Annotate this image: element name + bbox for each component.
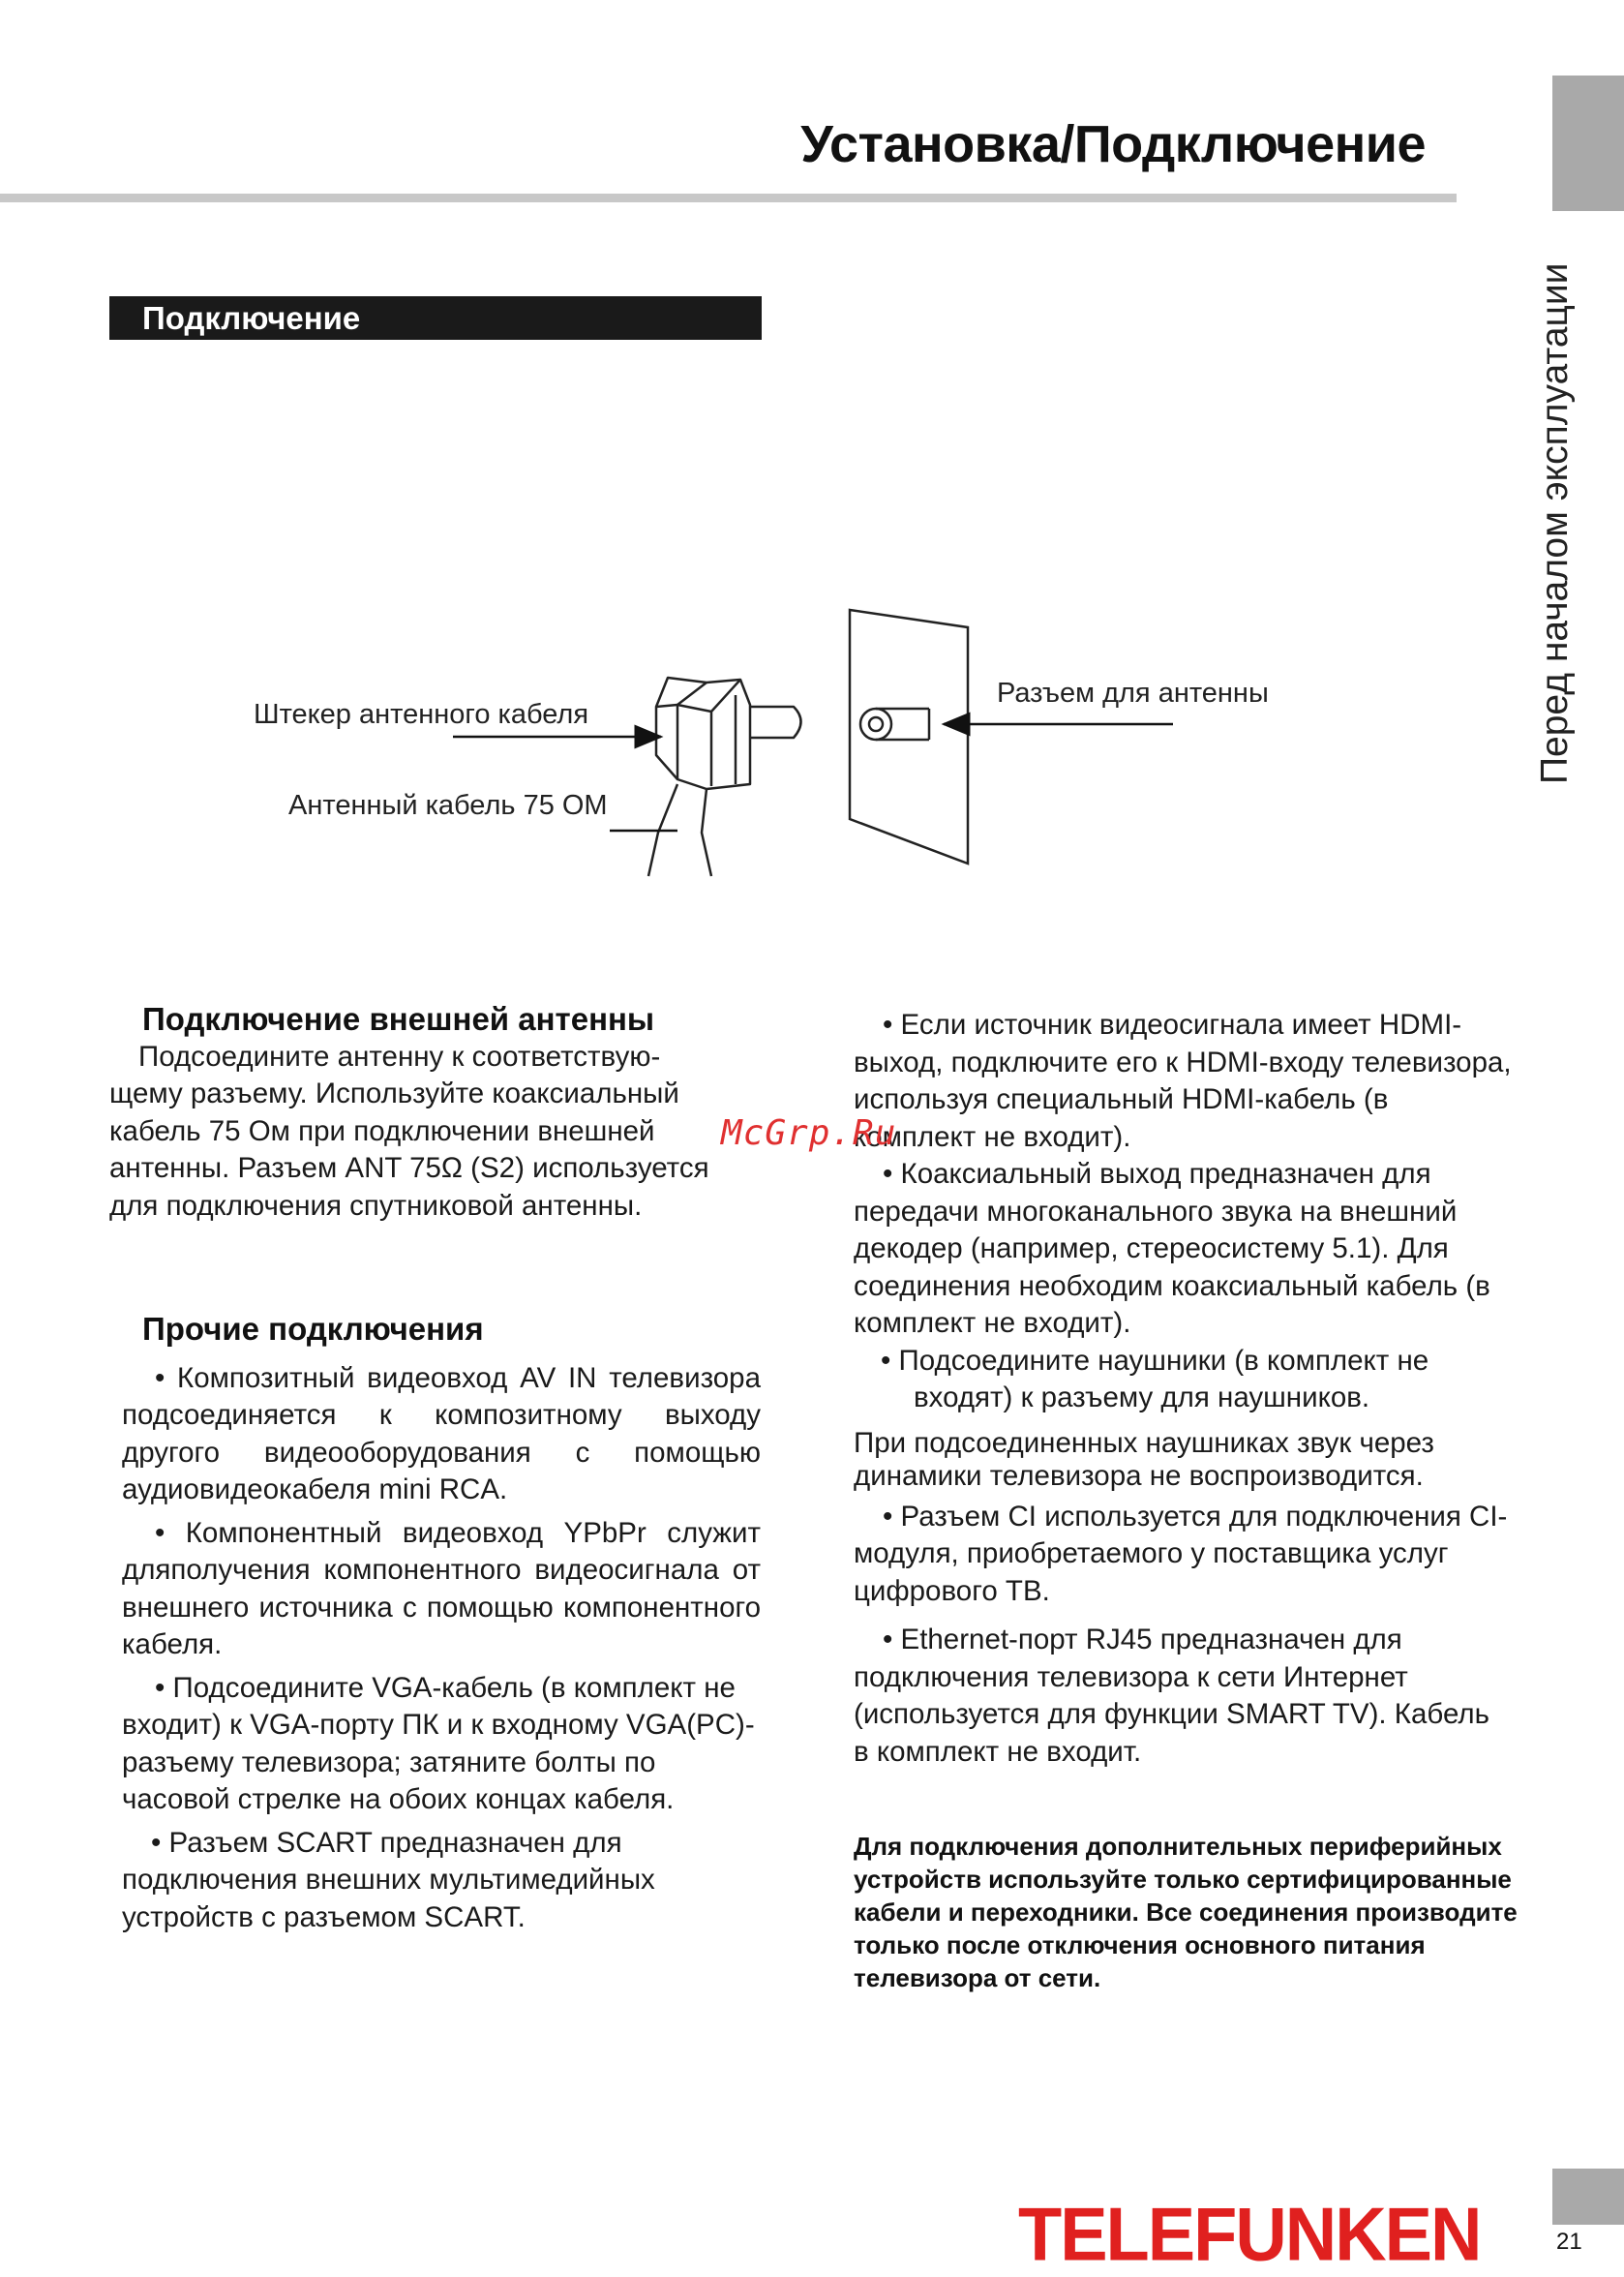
safety-note: Для подключения дополнительных периферийных устройств используйте только сертифицированные кабели и переходники. Все соединения производите только после отключения основного питания телевизора от сети. (854, 1832, 1518, 1992)
watermark: McGrp.Ru (721, 1113, 897, 1153)
external-antenna-heading: Подключение внешней антенны (142, 1001, 655, 1037)
headphones-note: При подсоединенных наушниках звук через динамики телевизора не воспроизводится. (854, 1426, 1434, 1492)
external-antenna-text-2: щему разъему. Используйте коаксиальный кабель 75 Ом при подключении внешней антенны. Разъем ANT 75Ω (S2) используется для подключения спутниковой антенны. (109, 1078, 709, 1222)
side-tab-label: Перед началом эксплуатации (1534, 262, 1576, 784)
cable-label: Антенный кабель 75 ОМ (288, 790, 608, 821)
headphones-item: • Подсоедините наушники (в комплект не входят) к разъему для наушников. (881, 1344, 1429, 1413)
other-connections (122, 1311, 761, 1936)
plug-label: Штекер антенного кабеля (254, 699, 589, 730)
telefunken-logo: TELEFUNKEN (1018, 2191, 1481, 2277)
coaxial-item: • Коаксиальный выход предназначен для передачи многоканального звука на внешний декодер (например, стереосистему 5.1). Для соединения необходим коаксиальный кабель (в комплект не входит). (854, 1158, 1490, 1339)
ethernet-item: • Ethernet-порт RJ45 предназначен для подключения телевизора к сети Интернет (используется для функции SMART TV). Кабель в комплект не входит. (854, 1624, 1489, 1768)
socket-label: Разъем для антенны (997, 678, 1269, 709)
section-heading-bar (109, 296, 762, 340)
ci-item: • Разъем CI используется для подключения CI-модуля, приобретаемого у поставщика услуг цифрового ТВ. (854, 1500, 1508, 1607)
antenna-socket-outer (860, 709, 891, 740)
other-connections-heading: Прочие подключения (142, 1311, 484, 1347)
page-number-tab (1552, 2169, 1624, 2225)
page-title: Установка/Подключение (800, 115, 1426, 173)
title-rule (0, 194, 1457, 202)
right-column (854, 1007, 1512, 1771)
component-input-item: • Компонентный видеовход YPbPr служит дляполучения компонентного видеосигнала от внешнего источника с помощью компонентного кабеля. (122, 1516, 761, 1660)
side-tab-block (1552, 76, 1624, 211)
hdmi-item: • Если источник видеосигнала имеет HDMI-выход, подключите его к HDMI-входу телевизора, используя специальный HDMI-кабель (в комплект не входит). (854, 1009, 1512, 1153)
left-column (109, 1001, 752, 1225)
page-number: 21 (1556, 2229, 1582, 2255)
section-heading: Подключение (142, 300, 361, 336)
composite-input-item: • Композитный видеовход AV IN телевизора подсоединяется к композитному выходу другого видеооборудования с помощью аудиовидеокабеля mini RCA. (122, 1361, 761, 1505)
scart-item: • Разъем SCART предназначен для подключения внешних мультимедийных устройств с разъемом SCART. (122, 1826, 655, 1933)
antenna-diagram (0, 581, 1355, 891)
vga-item: • Подсоедините VGA-кабель (в комплект не входит) к VGA-порту ПК и к входному VGA(PC)-разъему телевизора; затяните болты по часовой стрелке на обоих концах кабеля. (122, 1671, 755, 1815)
antenna-plug (656, 678, 801, 789)
external-antenna-text-1: Подсоедините антенну к соответствую- (138, 1040, 661, 1073)
antenna-socket-inner (869, 717, 883, 731)
